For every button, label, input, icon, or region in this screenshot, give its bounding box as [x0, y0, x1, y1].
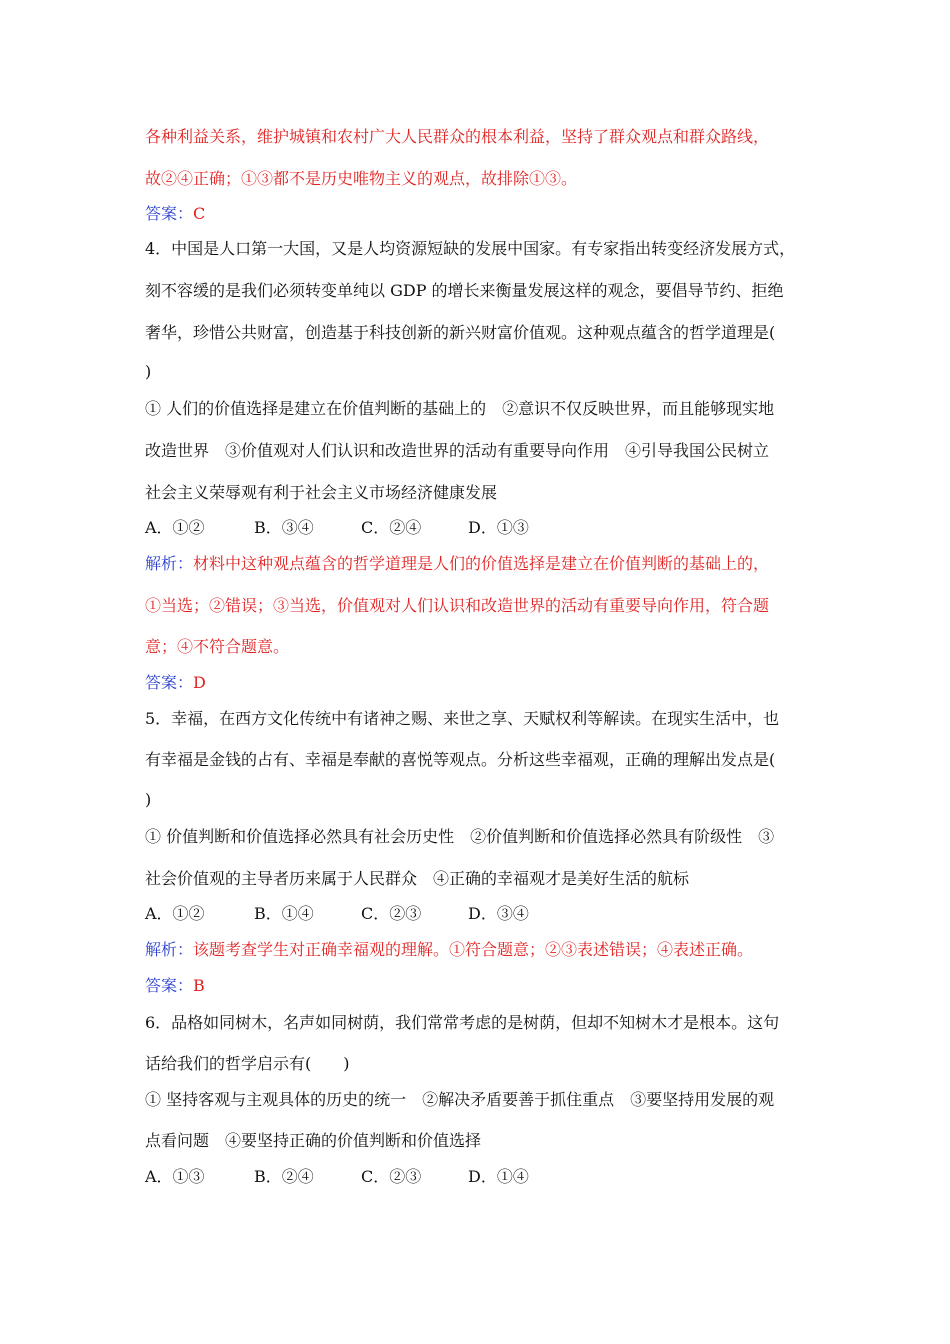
- answer-label: 答案：: [145, 976, 194, 995]
- q6-option-b[interactable]: B．②④: [254, 1167, 314, 1186]
- q6-option-a[interactable]: A．①③: [145, 1167, 205, 1186]
- answer-value: D: [193, 673, 206, 692]
- q6-option-c[interactable]: C．②③: [361, 1167, 422, 1186]
- q5-stem-line-1: 5．幸福，在西方文化传统中有诸神之赐、来世之享、天赋权利等解读。在现实生活中，也: [145, 709, 780, 728]
- q6-stem-line-1: 6．品格如同树木，名声如同树荫，我们常常考虑的是树荫，但却不知树木才是根本。这句: [145, 1013, 780, 1032]
- q4-answer: [145, 672, 825, 694]
- q4-stem-line-2: 刻不容缓的是我们必须转变单纯以 GDP 的增长来衡量发展这样的观念，要倡导节约、拒绝: [145, 281, 784, 300]
- q4-option-d[interactable]: D．①③: [468, 518, 529, 537]
- q4-items-line-2: 改造世界 ③价值观对人们认识和改造世界的活动有重要导向作用 ④引导我国公民树立: [145, 441, 770, 460]
- q5-analysis-line-1: [145, 939, 825, 961]
- q5-items-line-1: ① 价值判断和价值选择必然具有社会历史性 ②价值判断和价值选择必然具有阶级性 ③: [145, 827, 775, 846]
- q4-stem-line-1: 4．中国是人口第一大国，又是人均资源短缺的发展中国家。有专家指出转变经济发展方式，: [145, 239, 796, 258]
- q5-option-b[interactable]: B．①④: [254, 904, 314, 923]
- q4-option-b[interactable]: B．③④: [254, 518, 314, 537]
- q4-options: [145, 517, 825, 539]
- q4-analysis-line-1: [145, 553, 825, 575]
- answer-value: B: [193, 976, 205, 995]
- q5-option-d[interactable]: D．③④: [468, 904, 529, 923]
- analysis-text: 该题考查学生对正确幸福观的理解。①符合题意；②③表述错误；④表述正确。: [193, 940, 754, 959]
- q4-items-line-3: 社会主义荣辱观有利于社会主义市场经济健康发展: [145, 483, 498, 502]
- q5-option-c[interactable]: C．②③: [361, 904, 422, 923]
- analysis-text: 材料中这种观点蕴含的哲学道理是人们的价值选择是建立在价值判断的基础上的，: [193, 554, 770, 573]
- q4-analysis-line-2: ①当选；②错误；③当选，价值观对人们认识和改造世界的活动有重要导向作用，符合题: [145, 596, 770, 615]
- q5-items-line-2: 社会价值观的主导者历来属于人民群众 ④正确的幸福观才是美好生活的航标: [145, 869, 690, 888]
- prev-analysis-line-2: 故②④正确；①③都不是历史唯物主义的观点，故排除①③。: [145, 169, 578, 188]
- q6-options: [145, 1166, 825, 1188]
- q4-analysis-line-3: 意；④不符合题意。: [145, 637, 290, 656]
- q5-stem-line-2: 有幸福是金钱的占有、幸福是奉献的喜悦等观点。分析这些幸福观，正确的理解出发点是(: [145, 750, 776, 769]
- analysis-label: 解析：: [145, 554, 194, 573]
- answer-value: C: [193, 204, 206, 223]
- q5-options: [145, 903, 825, 925]
- answer-label: 答案：: [145, 204, 194, 223]
- q6-option-d[interactable]: D．①④: [468, 1167, 529, 1186]
- q4-stem-line-3: 奢华，珍惜公共财富，创造基于科技创新的新兴财富价值观。这种观点蕴含的哲学道理是(: [145, 323, 776, 342]
- q5-answer: [145, 975, 825, 997]
- q6-items-line-1: ① 坚持客观与主观具体的历史的统一 ②解决矛盾要善于抓住重点 ③要坚持用发展的观: [145, 1090, 775, 1109]
- q4-option-a[interactable]: A．①②: [145, 518, 205, 537]
- q4-items-line-1: ① 人们的价值选择是建立在价值判断的基础上的 ②意识不仅反映世界，而且能够现实地: [145, 399, 775, 418]
- q5-stem-line-3: ): [145, 790, 152, 809]
- prev-analysis-line-1: 各种利益关系，维护城镇和农村广大人民群众的根本利益，坚持了群众观点和群众路线，: [145, 127, 770, 146]
- prev-answer: [145, 203, 825, 225]
- q4-stem-line-4: ): [145, 362, 152, 381]
- q4-option-c[interactable]: C．②④: [361, 518, 422, 537]
- q6-items-line-2: 点看问题 ④要坚持正确的价值判断和价值选择: [145, 1131, 482, 1150]
- answer-label: 答案：: [145, 673, 194, 692]
- q6-stem-line-2: 话给我们的哲学启示有( ): [145, 1054, 350, 1073]
- q5-option-a[interactable]: A．①②: [145, 904, 205, 923]
- analysis-label: 解析：: [145, 940, 194, 959]
